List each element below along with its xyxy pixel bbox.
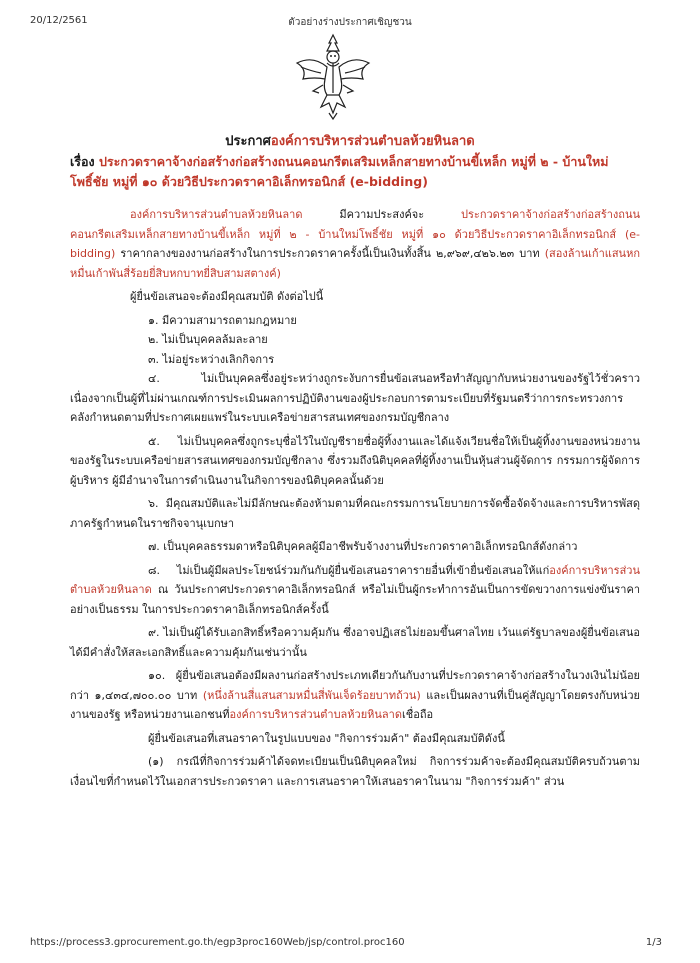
qualification-item: ๙. ไม่เป็นผู้ได้รับเอกสิทธิ์หรือความคุ้มกัน ซึ่งอาจปฏิเสธไม่ยอมขึ้นศาลไทย เว้นแต่รัฐบาลของผู้ยื่นข้อเสนอได้มีคำสั่งให้สละเอกสิทธิ์และความคุ้มกันเช่นว่านั้น: [70, 626, 640, 659]
intro-text-1: มีความประสงค์จะ: [302, 208, 462, 221]
q8-text-b: ณ วันประกาศประกวดราคาอิเล็กทรอนิกส์ หรือไม่เป็นผู้กระทำการอันเป็นการขัดขวางการแข่งขันราคาอย่างเป็นธรรม ในการประกวดราคาอิเล็กทรอนิกส์ครั้งนี้: [70, 583, 640, 616]
qualification-item: ๓. ไม่อยู่ระหว่างเลิกกิจการ: [148, 352, 275, 366]
qualification-item: ๒. ไม่เป็นบุคคลล้มละลาย: [148, 333, 268, 346]
subject-text: ประกวดราคาจ้างก่อสร้างก่อสร้างถนนคอนกรีตเสริมเหล็กสายทางบ้านขี้เหล็ก หมู่ที่ ๒ - บ้านใหม่โพธิ์ชัย หมู่ที่ ๑๐ ด้วยวิธีประกวดราคาอิเล็กทรอนิกส์ (e-bidding): [70, 154, 609, 189]
print-date: 20/12/2561: [30, 15, 88, 26]
qualification-item: ๑. มีความสามารถตามกฎหมาย: [148, 313, 297, 327]
joint-venture-item: (๑) กรณีที่กิจการร่วมค้าได้จดทะเบียนเป็นนิติบุคคลใหม่ กิจการร่วมค้าจะต้องมีคุณสมบัติครบถ้วนตามเงื่อนไขที่กำหนดไว้ในเอกสารประกวดราคา และการเสนอราคาให้เสนอราคาในนาม "กิจการร่วมค้า" ส่วน: [70, 755, 640, 788]
q10-text-c: เชื่อถือ: [402, 708, 434, 721]
footer-page-number: 1/3: [645, 937, 662, 948]
announcement-subject: [70, 152, 640, 192]
q10-org: องค์การบริหารส่วนตำบลห้วยหินลาด: [229, 708, 402, 721]
qualifications-intro: ผู้ยื่นข้อเสนอจะต้องมีคุณสมบัติ ดังต่อไปนี้: [130, 290, 324, 303]
q8-org: องค์การบริหารส่วนตำบลห้วยหินลาด: [70, 563, 640, 596]
joint-venture-intro: ผู้ยื่นข้อเสนอที่เสนอราคาในรูปแบบของ "กิจการร่วมค้า" ต้องมีคุณสมบัติดังนี้: [148, 731, 505, 745]
subject-label: เรื่อง: [70, 154, 95, 169]
q10-text-b: และเป็นผลงานที่เป็นคู่สัญญาโดยตรงกับหน่วยงานของรัฐ หรือหน่วยงานเอกชนที่: [70, 688, 640, 721]
footer-url: https://process3.gprocurement.go.th/egp3proc160Web/jsp/control.proc160: [30, 937, 405, 948]
announcement-prefix: ประกาศ: [225, 134, 271, 149]
intro-text-2: ราคากลางของงานก่อสร้างในการประกวดราคาครั้งนี้เป็นเงินทั้งสิ้น ๒,๙๖๙,๔๒๖.๒๓ บาท: [115, 247, 545, 260]
print-header-title: ตัวอย่างร่างประกาศเชิญชวน: [288, 17, 412, 28]
qualification-item: ๔. ไม่เป็นบุคคลซึ่งอยู่ระหว่างถูกระงับการยื่นข้อเสนอหรือทำสัญญากับหน่วยงานของรัฐไว้ชั่วคราว เนื่องจากเป็นผู้ที่ไม่ผ่านเกณฑ์การประเมินผลการปฏิบัติงานของผู้ประกอบการตามระเบียบที่รัฐมนตรีว่าการกระทรวงการคลังกำหนดตามที่ประกาศเผยแพร่ในระบบเครือข่ายสารสนเทศของกรมบัญชีกลาง: [70, 372, 640, 424]
qualification-item: [70, 561, 640, 620]
q8-text-a: ๘. ไม่เป็นผู้มีผลประโยชน์ร่วมกันกับผู้ยื่นข้อเสนอราคารายอื่นที่เข้ายื่นข้อเสนอให้แก่: [148, 563, 550, 577]
garuda-emblem-icon: [293, 33, 373, 121]
intro-paragraph: [70, 205, 640, 283]
qualification-item: [70, 666, 640, 725]
q10-text-a: ๑๐. ผู้ยื่นข้อเสนอต้องมีผลงานก่อสร้างประเภทเดียวกันกับงานที่ประกวดราคาจ้างก่อสร้างในวงเงินไม่น้อยกว่า ๑,๔๓๔,๗๐๐.๐๐ บาท: [70, 669, 640, 702]
q10-amount-words: (หนึ่งล้านสี่แสนสามหมื่นสี่พันเจ็ดร้อยบาทถ้วน): [202, 688, 421, 702]
intro-amount-words: (สองล้านเก้าแสนหกหมื่นเก้าพันสี่ร้อยยี่สิบหกบาทยี่สิบสามสตางค์): [70, 247, 640, 280]
qualification-item: ๕. ไม่เป็นบุคคลซึ่งถูกระบุชื่อไว้ในบัญชีรายชื่อผู้ทิ้งงานและได้แจ้งเวียนชื่อให้เป็นผู้ทิ้งงานของหน่วยงานของรัฐในระบบเครือข่ายสารสนเทศของกรมบัญชีกลาง ซึ่งรวมถึงนิติบุคคลที่ผู้ทิ้งงานเป็นหุ้นส่วนผู้จัดการ กรรมการผู้จัดการ ผู้บริหาร ผู้มีอำนาจในการดำเนินงานในกิจการของนิติบุคคลนั้นด้วย: [70, 434, 640, 487]
intro-project: ประกวดราคาจ้างก่อสร้างก่อสร้างถนนคอนกรีตเสริมเหล็กสายทางบ้านขี้เหล็ก หมู่ที่ ๒ - บ้านใหม่โพธิ์ชัย หมู่ที่ ๑๐ ด้วยวิธีประกวดราคาอิเล็กทรอนิกส์ (e-bidding): [70, 208, 640, 260]
announcement-body: [70, 205, 640, 795]
announcement-title: [0, 130, 700, 151]
qualification-item: ๗. เป็นบุคคลธรรมดาหรือนิติบุคคลผู้มีอาชีพรับจ้างงานที่ประกวดราคาอิเล็กทรอนิกส์ดังกล่าว: [148, 540, 578, 553]
qualification-item: ๖. มีคุณสมบัติและไม่มีลักษณะต้องห้ามตามที่คณะกรรมการนโยบายการจัดซื้อจัดจ้างและการบริหารพัสดุภาครัฐกำหนดในราชกิจจานุเบกษา: [70, 497, 640, 530]
announcement-org: องค์การบริหารส่วนตำบลห้วยหินลาด: [270, 134, 475, 149]
intro-org: องค์การบริหารส่วนตำบลห้วยหินลาด: [130, 208, 303, 221]
